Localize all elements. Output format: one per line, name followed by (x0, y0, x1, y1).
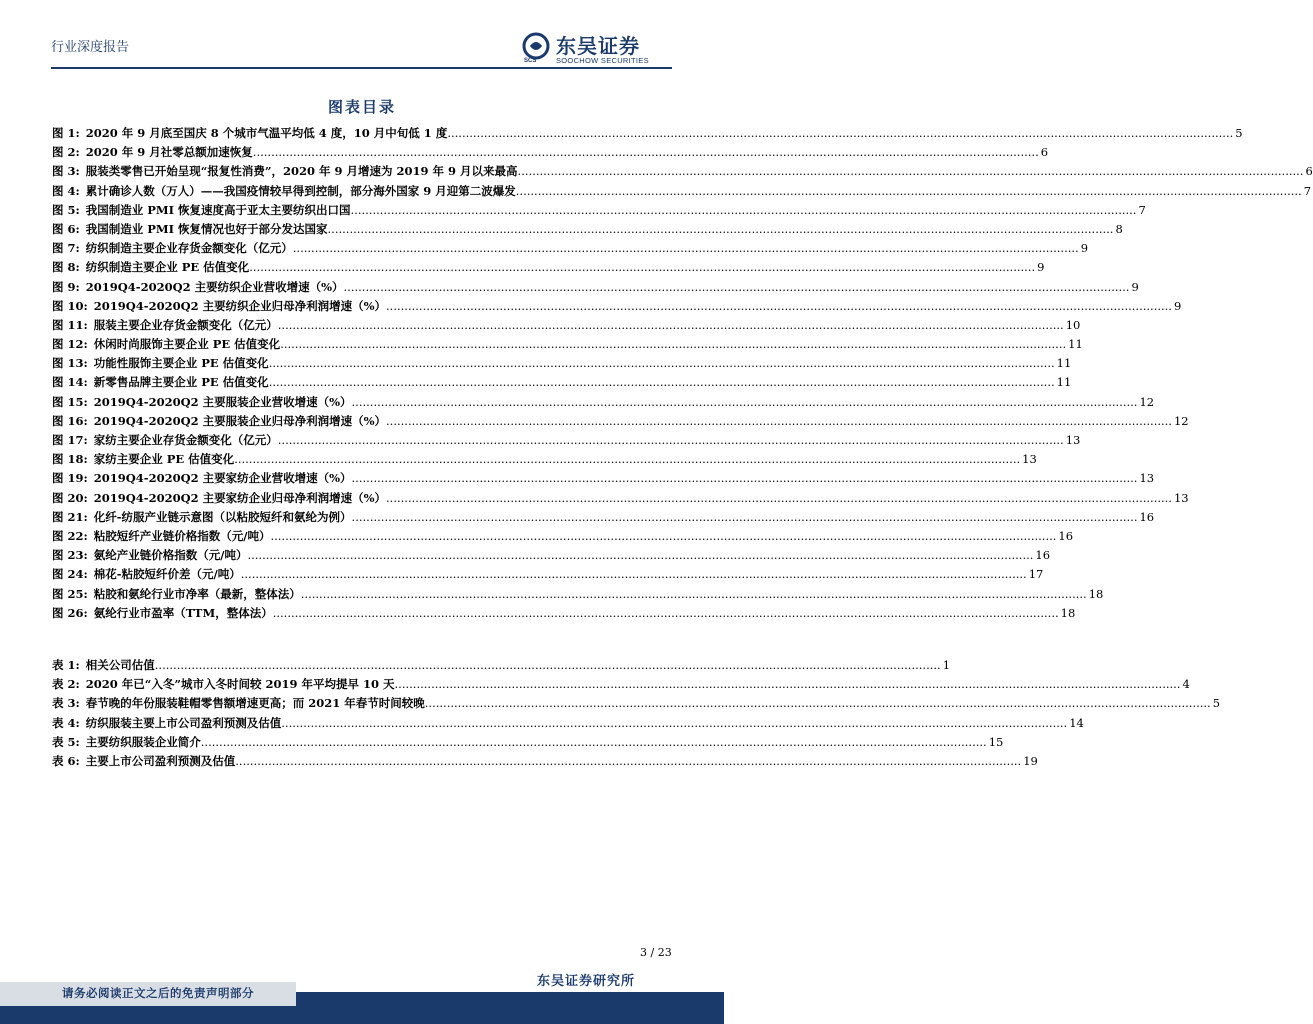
dot-leader (386, 489, 1172, 508)
entry-label: 图 19: (52, 471, 88, 486)
entry-page: 13 (1065, 433, 1081, 447)
entry-label: 图 6: (52, 221, 80, 236)
entry-text: 粘胶和氨纶行业市净率（最新，整体法） (93, 586, 301, 601)
entry-text: 2020 年已“入冬”城市入冬时间较 2019 年平均提早 10 天 (85, 677, 395, 692)
dot-leader (253, 143, 1039, 162)
entry-label: 图 9: (52, 279, 80, 294)
entry-text: 氨纶产业链价格指数（元/吨） (93, 548, 248, 563)
entry-label: 图 2: (52, 145, 80, 160)
figure-entry[interactable] (52, 412, 1189, 431)
entry-label: 图 8: (52, 260, 80, 275)
page-number: 3 / 23 (640, 946, 672, 959)
entry-text: 服装类零售已开始呈现“报复性消费”，2020 年 9 月增速为 2019 年 9 月以来最高 (85, 164, 518, 179)
entry-page: 14 (1069, 715, 1084, 730)
figure-entry[interactable] (52, 585, 1104, 604)
dot-leader (249, 258, 1035, 277)
toc-title: 图表目录 (327, 98, 396, 116)
dot-leader (241, 565, 1027, 584)
entry-label: 图 10: (52, 298, 88, 313)
entry-page: 7 (1303, 183, 1312, 198)
dot-leader (278, 431, 1064, 450)
figure-entry[interactable] (52, 220, 1123, 239)
entry-text: 纺织制造主要企业 PE 估值变化 (85, 260, 250, 275)
figure-entry[interactable] (52, 565, 1044, 584)
entry-text: 主要上市公司盈利预测及估值 (85, 753, 236, 768)
dot-leader (269, 354, 1055, 373)
entry-page: 9 (1080, 241, 1089, 256)
entry-text: 累计确诊人数（万人）——我国疫情较早得到控制，部分海外国家 9 月迎第二波爆发 (85, 183, 516, 198)
entry-label: 图 21: (52, 509, 88, 524)
entry-text: 2020 年 9 月社零总额加速恢复 (85, 145, 253, 160)
dot-leader (518, 162, 1304, 181)
entry-label: 图 1: (52, 126, 80, 140)
entry-text: 家纺主要企业存货金额变化（亿元） (93, 433, 278, 447)
logo-mark-icon (522, 32, 550, 60)
footer-org: 东吴证券研究所 (537, 974, 636, 989)
entry-label: 图 12: (52, 337, 88, 352)
entry-text: 休闲时尚服饰主要企业 PE 估值变化 (93, 337, 281, 352)
entry-label: 表 6: (52, 753, 80, 768)
dot-leader (425, 694, 1211, 713)
entry-page: 18 (1060, 605, 1076, 620)
entry-page: 6 (1305, 164, 1313, 179)
entry-label: 表 2: (52, 677, 80, 692)
entry-text: 2019Q4-2020Q2 主要服装企业营收增速（%） (93, 394, 352, 409)
figure-entry[interactable] (52, 182, 1312, 201)
header-label: 行业深度报告 (51, 40, 130, 55)
entry-label: 图 22: (52, 528, 88, 543)
dot-leader (270, 527, 1056, 546)
figure-entry[interactable] (52, 373, 1072, 392)
figure-entry[interactable] (52, 201, 1146, 220)
figure-list (52, 124, 1313, 623)
entry-page: 6 (1040, 145, 1049, 160)
dot-leader (278, 316, 1064, 335)
entry-label: 图 25: (52, 586, 88, 601)
figure-entry[interactable] (52, 143, 1049, 162)
figure-entry[interactable] (52, 297, 1182, 316)
entry-text: 化纤-纺服产业链示意图（以粘胶短纤和氨纶为例） (93, 509, 352, 524)
entry-page: 5 (1212, 696, 1221, 711)
entry-label: 图 23: (52, 548, 88, 563)
table-entry[interactable] (52, 656, 951, 675)
entry-page: 16 (1139, 509, 1155, 524)
figure-entry[interactable] (52, 508, 1155, 527)
entry-page: 12 (1139, 394, 1155, 409)
entry-page: 4 (1182, 677, 1190, 692)
dot-leader (293, 239, 1079, 258)
entry-text: 功能性服饰主要企业 PE 估值变化 (93, 356, 269, 371)
figure-entry[interactable] (52, 450, 1037, 469)
entry-page: 19 (1023, 753, 1038, 768)
entry-label: 图 18: (52, 452, 88, 467)
dot-leader (352, 393, 1138, 412)
figure-entry[interactable] (52, 316, 1081, 335)
entry-label: 表 1: (52, 658, 80, 672)
figure-entry[interactable] (52, 162, 1313, 181)
entry-page: 7 (1138, 202, 1146, 217)
figure-entry[interactable] (52, 354, 1072, 373)
dot-leader (352, 469, 1138, 488)
dot-leader (247, 546, 1033, 565)
figure-entry[interactable] (52, 393, 1155, 412)
entry-text: 2019Q4-2020Q2 主要家纺企业归母净利润增速（%） (93, 490, 387, 505)
dot-leader (516, 182, 1302, 201)
figure-entry[interactable] (52, 527, 1074, 546)
entry-label: 图 7: (52, 241, 80, 256)
dot-leader (344, 278, 1130, 297)
dot-leader (235, 752, 1021, 771)
dot-leader (234, 450, 1020, 469)
entry-text: 2019Q4-2020Q2 主要服装企业归母净利润增速（%） (93, 413, 387, 428)
figure-entry[interactable] (52, 124, 1243, 143)
entry-text: 我国制造业 PMI 恢复情况也好于部分发达国家 (85, 221, 328, 236)
entry-label: 图 15: (52, 394, 88, 409)
figure-entry[interactable] (52, 258, 1045, 277)
entry-label: 图 17: (52, 433, 88, 447)
dot-leader (328, 220, 1114, 239)
dot-leader (386, 297, 1172, 316)
figure-entry[interactable] (52, 546, 1051, 565)
dot-leader (269, 373, 1055, 392)
company-logo (522, 30, 672, 68)
entry-text: 纺织服装主要上市公司盈利预测及估值 (85, 715, 282, 730)
footer-disclaimer: 请务必阅读正文之后的免责声明部分 (62, 986, 254, 1000)
header-tick: - (668, 63, 672, 74)
entry-label: 图 4: (52, 183, 80, 198)
entry-label: 表 3: (52, 696, 80, 711)
dot-leader (273, 604, 1059, 623)
dot-leader (201, 733, 987, 752)
entry-page: 11 (1056, 375, 1072, 390)
figure-entry[interactable] (52, 489, 1189, 508)
entry-page: 9 (1131, 279, 1139, 294)
logo-cn-text: 东吴证券 (556, 34, 640, 58)
figure-entry[interactable] (52, 469, 1155, 488)
dot-leader (280, 335, 1066, 354)
entry-page: 15 (988, 734, 1004, 749)
entry-page: 9 (1173, 298, 1182, 313)
table-entry[interactable] (52, 733, 1004, 752)
entry-label: 图 24: (52, 567, 88, 582)
entry-label: 图 26: (52, 605, 88, 620)
figure-entry[interactable] (52, 335, 1083, 354)
entry-text: 服装主要企业存货金额变化（亿元） (93, 317, 278, 332)
figure-entry[interactable] (52, 604, 1076, 623)
figure-entry[interactable] (52, 239, 1089, 258)
entry-page: 17 (1028, 567, 1044, 582)
dot-leader (155, 656, 941, 675)
entry-page: 1 (942, 658, 951, 672)
dot-leader (395, 675, 1181, 694)
entry-page: 9 (1037, 260, 1045, 275)
table-entry[interactable] (52, 694, 1221, 713)
figure-entry[interactable] (52, 278, 1139, 297)
dot-leader (386, 412, 1172, 431)
header-rule (51, 67, 672, 69)
table-entry[interactable] (52, 714, 1084, 733)
entry-label: 图 16: (52, 413, 88, 428)
entry-text: 氨纶行业市盈率（TTM，整体法） (93, 605, 273, 620)
entry-label: 图 3: (52, 164, 80, 179)
entry-text: 2020 年 9 月底至国庆 8 个城市气温平均低 4 度，10 月中旬低 1 度 (85, 126, 448, 140)
entry-text: 相关公司估值 (85, 658, 155, 672)
dot-leader (351, 201, 1137, 220)
entry-label: 图 14: (52, 375, 88, 390)
table-entry[interactable] (52, 675, 1190, 694)
figure-entry[interactable] (52, 431, 1081, 450)
table-entry[interactable] (52, 752, 1038, 771)
entry-label: 表 4: (52, 715, 80, 730)
entry-text: 新零售品牌主要企业 PE 估值变化 (93, 375, 269, 390)
entry-page: 16 (1058, 528, 1074, 543)
entry-text: 主要纺织服装企业简介 (85, 734, 201, 749)
table-list (52, 656, 1221, 771)
logo-abbr: SCS (524, 58, 537, 64)
entry-text: 家纺主要企业 PE 估值变化 (93, 452, 235, 467)
entry-text: 2019Q4-2020Q2 主要纺织企业归母净利润增速（%） (93, 298, 387, 313)
entry-text: 2019Q4-2020Q2 主要家纺企业营收增速（%） (93, 471, 352, 486)
entry-page: 13 (1022, 452, 1037, 467)
entry-page: 13 (1139, 471, 1155, 486)
entry-label: 表 5: (52, 734, 80, 749)
entry-label: 图 13: (52, 356, 88, 371)
entry-label: 图 20: (52, 490, 88, 505)
entry-page: 18 (1088, 586, 1104, 601)
entry-text: 2019Q4-2020Q2 主要纺织企业营收增速（%） (85, 279, 344, 294)
entry-text: 纺织制造主要企业存货金额变化（亿元） (85, 241, 293, 256)
entry-text: 春节晚的年份服装鞋帽零售额增速更高；而 2021 年春节时间较晚 (85, 696, 425, 711)
entry-page: 11 (1068, 337, 1083, 352)
dot-leader (281, 714, 1067, 733)
entry-page: 8 (1115, 221, 1123, 236)
entry-label: 图 5: (52, 202, 80, 217)
logo-en-text: SOOCHOW SECURITIES (556, 56, 649, 65)
entry-text: 棉花-粘胶短纤价差（元/吨） (93, 567, 241, 582)
entry-label: 图 11: (52, 317, 88, 332)
entry-page: 11 (1056, 356, 1072, 371)
entry-page: 12 (1173, 413, 1189, 428)
entry-text: 粘胶短纤产业链价格指数（元/吨） (93, 528, 271, 543)
entry-page: 5 (1235, 126, 1243, 140)
entry-text: 我国制造业 PMI 恢复速度高于亚太主要纺织出口国 (85, 202, 351, 217)
dot-leader (447, 124, 1233, 143)
entry-page: 16 (1035, 548, 1051, 563)
dot-leader (301, 585, 1087, 604)
entry-page: 10 (1065, 317, 1081, 332)
dot-leader (352, 508, 1138, 527)
entry-page: 13 (1173, 490, 1189, 505)
